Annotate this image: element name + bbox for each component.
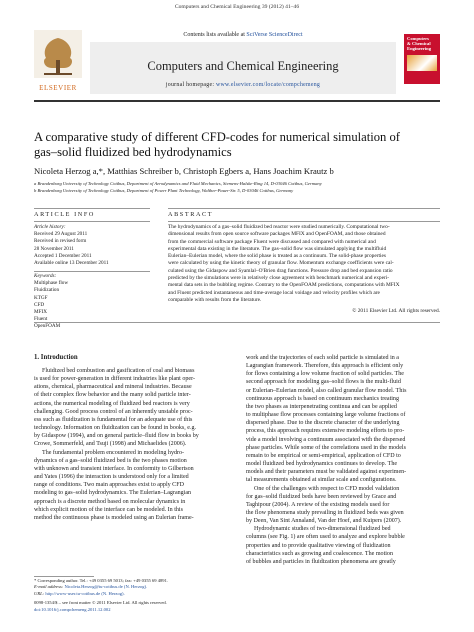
body-line: tal measurements obtained at similar scale and configurations. <box>246 477 397 484</box>
body-line: model fluidized bed hydrodynamics continues to develop. The <box>246 461 398 468</box>
keywords-rule <box>34 271 150 272</box>
keyword-item: MFIX <box>34 309 47 316</box>
elsevier-logo <box>34 30 82 92</box>
article-title-line-1: A comparative study of different CFD-codes for numerical simulation of <box>34 130 400 144</box>
abstract-text <box>168 224 440 316</box>
footnotes <box>34 578 244 613</box>
keyword-item: KTGF <box>34 294 48 301</box>
abstract-line: comparable with results from the literature. <box>168 296 262 303</box>
body-line: range of conditions. Two main approaches exist to apply CFD <box>34 482 184 489</box>
body-line: for gas–solid fluidized beds have been reviewed by Grace and <box>246 493 397 500</box>
cover-title-2: & Chemical <box>407 41 431 46</box>
footnote-rule <box>34 576 94 577</box>
body-line: Taghipour (2004). A review of the existing models used for <box>246 501 390 508</box>
sciverse-link[interactable]: SciVerse ScienceDirect <box>246 32 303 38</box>
intro-right-column <box>246 354 446 566</box>
email-link[interactable]: Nicoleta.Herzog@tu-cottbus.de (N. Herzog). <box>64 584 148 590</box>
affiliation-b: b Brandenburg University of Technology Cottbus, Department of Power Plant Technology, Walther-Pauer-Str. 5, D-03046 Cottbus, Germany <box>34 188 294 193</box>
history-label: Article history: <box>34 224 66 230</box>
body-line: The fundamental problem encountered in modeling hydro- <box>42 449 185 456</box>
intro-heading: 1. Introduction <box>34 354 78 361</box>
body-line: the two phases as interpenetrating continua and can be applied <box>246 403 397 410</box>
body-line: by Gidaspow (1994), and on general particle–fluid flow in books by <box>34 433 199 440</box>
masthead-bottom-rule <box>34 100 440 102</box>
article-info-rule-mid <box>34 221 150 222</box>
body-line: phase particles. While some of the correlations used in the models <box>246 444 406 451</box>
abstract-line: predicted by the simulations were in relatively close agreement with benchmark numerical and experi- <box>168 275 390 282</box>
body-line: and Yates (1996) the interaction is understood only for a limited <box>34 474 189 481</box>
doi-link[interactable]: doi:10.1016/j.compchemeng.2011.12.002 <box>34 606 111 612</box>
contents-line <box>90 32 396 38</box>
body-line: Lagrangian framework. Therefore, this approach is efficient only <box>246 363 404 370</box>
body-line: which explicit motion of the interface can be modeled. In this <box>34 506 183 513</box>
body-line: or Eulerian–Eulerian model, also called granular flow model. This <box>246 387 407 394</box>
body-line: of bubbles and particles in fluidization phenomena are greatly <box>246 558 396 565</box>
body-line: the flow phenomena study prevailing in fluidized beds was given <box>246 509 404 516</box>
body-line: remain to be empirical or semi-empirical, application of CFD to <box>246 452 401 459</box>
journal-homepage <box>90 82 396 88</box>
abstract-line: and Fluent predicted instantaneous and time-average local voidage and velocity profiles which are <box>168 289 380 296</box>
article-info-rule-top <box>34 208 150 209</box>
affiliation-a: a Brandenburg University of Technology Cottbus, Department of Aerodynamics and Fluid Mechanics, Siemens-Halske-Ring 14, D-03046 Cottbus, Germany <box>34 181 322 186</box>
abstract-heading: ABSTRACT <box>168 211 214 218</box>
body-line: characteristics such as growing and coalescence. The motion <box>246 550 393 557</box>
body-line: process, this approach requires extensive modeling efforts to pro- <box>246 428 405 435</box>
body-line: ess such as fluidization is fundamental for an adequate use of this <box>34 416 193 423</box>
article-title <box>34 130 454 159</box>
body-line: columns (see Fig. 1) are often used to analyze and explore bubble <box>246 534 405 541</box>
copyright: © 2011 Elsevier Ltd. All rights reserved. <box>352 308 440 315</box>
body-line: modeling to gas–solid hydrodynamics. The Eulerian–Lagrangian <box>34 490 192 497</box>
article-history <box>34 224 150 267</box>
body-line: One of the challenges with respect to CFD model validation <box>254 485 400 492</box>
email-label: E-mail address: <box>34 584 65 590</box>
abstract-line: mental data sets in the bubbling regime. Contrary to the OpenFOAM predictions, computations with MFIX <box>168 282 400 289</box>
history-item: Available online 13 December 2011 <box>34 260 109 267</box>
issn-line: 0098-1354/$ – see front matter © 2011 Elsevier Ltd. All rights reserved. <box>34 600 167 606</box>
article-title-line-2: gas–solid fluidized bed hydrodynamics <box>34 144 232 159</box>
body-line: dynamics of a gas–solid fluidized bed is the two phases motion <box>34 457 187 464</box>
abstract-line: experimental data existing in the literature. The gas–solid flow was simulated applying the multifluid <box>168 245 387 252</box>
body-line: by Deen, Van Sint Annaland, Van der Hoef, and Kuipers (2007). <box>246 518 402 525</box>
body-line: vide a model involving a continuum associated with the dispersed <box>246 436 406 443</box>
homepage-label: journal homepage: <box>165 82 216 88</box>
body-line: models and their parameters must be validated against experimen- <box>246 469 407 476</box>
publisher-name: ELSEVIER <box>39 84 77 92</box>
running-header: Computers and Chemical Engineering 39 (2012) 41–46 <box>174 4 300 10</box>
body-line: approach is a discrete method based on molecular dynamics in <box>34 498 186 505</box>
elsevier-tree-icon <box>34 30 82 78</box>
abstract-rule-top <box>168 208 440 209</box>
cover-title-1: Computers <box>407 36 429 41</box>
intro-left-column <box>34 367 234 522</box>
keyword-item: OpenFOAM <box>34 323 61 330</box>
article-info-heading: ARTICLE INFO <box>34 211 95 218</box>
homepage-link[interactable]: www.elsevier.com/locate/compchemeng <box>216 82 321 88</box>
body-line: continuous approach is based on continuum mechanics treating <box>246 395 399 402</box>
abstract-line: dimensional results from open source software packages MFIX and OpenFOAM, and those obtained <box>168 231 386 238</box>
abstract-line: from the commercial software package Fluent were discussed and compared with numerical and <box>168 238 376 245</box>
body-line: properties and to provide qualitative viewing of fluidization <box>246 542 391 549</box>
contents-prefix: Contents lists available at <box>183 32 247 38</box>
body-line: to multiphase flow processes containing large volume fractions of <box>246 412 406 419</box>
abstract-line: were calculated by using the kinetic theory of granular flow. Momentum exchange coefficients were cal- <box>168 260 394 267</box>
body-line: with unknown and transient interface. In conformity to Gilbertson <box>34 465 194 472</box>
body-line: work and the trajectories of each solid particle is simulated in a <box>246 355 399 361</box>
keyword-item: Multiphase flow <box>34 280 69 287</box>
abstract-line: culated using the Gidaspow and Syamlal–O'Brien drag functions. Pressure drop and bed expansion ratio <box>168 267 393 274</box>
body-line: actions, the numerical modeling of fluidized bed reactors is very <box>34 400 190 407</box>
abstract-line: Eulerian–Eulerian model, where the solid phase is treated as a continuum. The solid-phase properties <box>168 253 387 260</box>
body-line: challenging. Good process control of an inherently unstable proc- <box>34 408 193 415</box>
history-item: Received in revised form <box>34 238 87 245</box>
url-link[interactable]: http://www-user.tu-cottbus.de (N. Herzog). <box>45 590 125 596</box>
keyword-item: Fluent <box>34 316 48 323</box>
body-line: Crowe, Sommerfeld, and Tsuji (1998) and Michaelides (2006). <box>34 441 187 448</box>
body-line: of their complex flow behavior and the many solid particle inter- <box>34 392 191 399</box>
history-item: Received 29 August 2011 <box>34 231 88 238</box>
author-list: Nicoleta Herzog a,*, Matthias Schreiber b, Christoph Egbers a, Hans Joachim Krautz b <box>34 166 334 176</box>
history-item: 28 November 2011 <box>34 245 74 252</box>
body-line: is used for power-generation in different industries like plant oper- <box>34 376 196 383</box>
body-line: second approach for modeling gas–solid flows is the multi-fluid <box>246 379 401 386</box>
journal-title: Computers and Chemical Engineering <box>147 59 339 73</box>
url-line <box>34 591 244 597</box>
cover-title-3: Engineering <box>407 46 431 51</box>
abstract-line: The hydrodynamics of a gas–solid fluidized bed reactor were studied numerically. Computational two- <box>168 224 390 230</box>
body-line: technology. Information on fluidization can be found in books, e.g. <box>34 425 196 432</box>
body-line: dispersed phase. Due to the discrete character of the underlying <box>246 420 400 427</box>
journal-cover <box>404 34 440 84</box>
corresponding-author: * Corresponding author. Tel.: +49 0355 69 5013; fax: +49 0355 69 4891. <box>34 578 169 583</box>
keyword-item: Fluidization <box>34 287 60 294</box>
body-line: ations, chemical, pharmaceutical and mineral industries. Because <box>34 384 192 391</box>
body-line: method the continuous phase is modeled using an Eulerian frame- <box>34 514 194 521</box>
abstract-rule-mid <box>168 221 440 222</box>
keyword-item: CFD <box>34 301 45 308</box>
body-line: for flows containing a low volume fraction of solid particles. The <box>246 371 404 378</box>
history-item: Accepted 1 December 2011 <box>34 252 92 259</box>
abstract-rule-bottom <box>34 322 440 323</box>
body-line: Hydrodynamic studies of two-dimensional fluidized bed <box>254 526 391 533</box>
cover-graphic <box>407 55 437 71</box>
body-line: Fluidized bed combustion and gasification of coal and biomass <box>42 368 195 374</box>
url-label: URL: <box>34 590 46 596</box>
keywords-label: Keywords: <box>34 273 57 279</box>
